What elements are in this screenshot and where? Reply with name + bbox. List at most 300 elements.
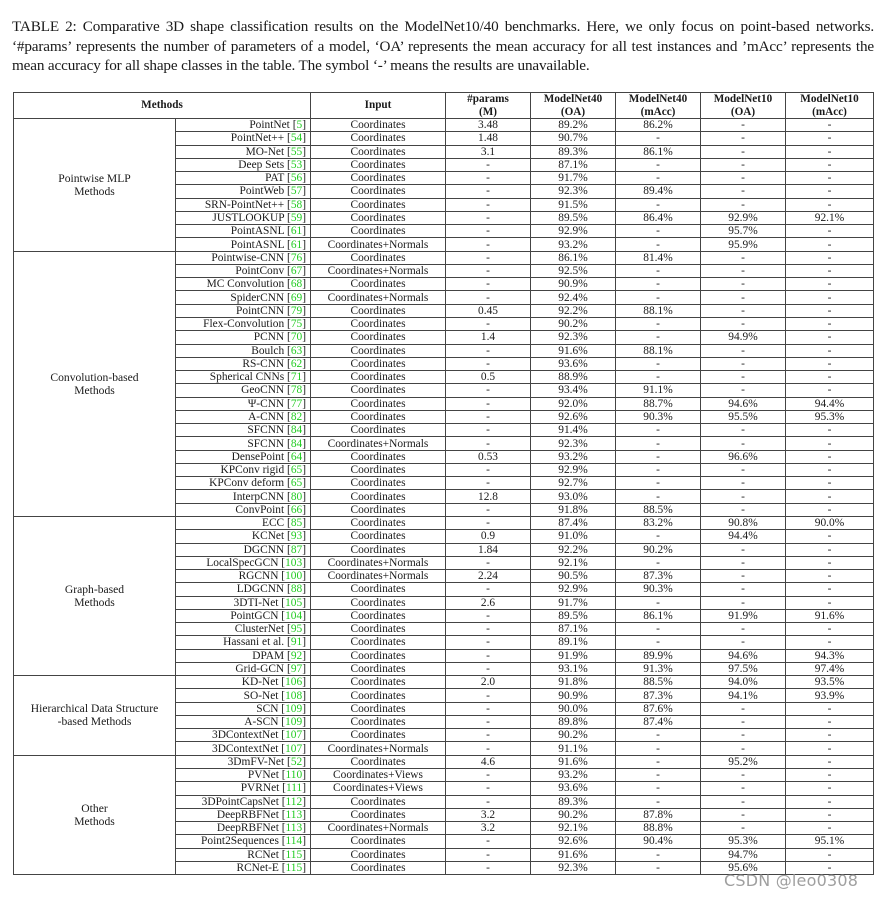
citation-link[interactable]: 87 bbox=[290, 543, 303, 556]
group-label: Convolution-based Methods bbox=[14, 251, 176, 516]
citation-link[interactable]: 53 bbox=[290, 158, 303, 171]
method-name-cell: PointWeb [57] bbox=[176, 185, 311, 198]
method-name-cell: Boulch [63] bbox=[176, 344, 311, 357]
method-name: DPAM bbox=[252, 649, 285, 662]
cell-mn10-macc: - bbox=[786, 596, 874, 609]
citation-link[interactable]: 111 bbox=[285, 782, 303, 795]
cell-mn40-oa: 92.3% bbox=[531, 185, 616, 198]
cell-input: Coordinates bbox=[311, 583, 446, 596]
cell-mn10-macc: - bbox=[786, 251, 874, 264]
cell-mn40-oa: 89.5% bbox=[531, 609, 616, 622]
cell-input: Coordinates bbox=[311, 848, 446, 861]
method-name: Point2Sequences bbox=[201, 835, 279, 848]
cell-mn10-macc: - bbox=[786, 145, 874, 158]
method-name-cell: LocalSpecGCN [103] bbox=[176, 556, 311, 569]
cell-input: Coordinates bbox=[311, 132, 446, 145]
cell-mn10-macc: - bbox=[786, 437, 874, 450]
method-name-cell: PointGCN [104] bbox=[176, 609, 311, 622]
cell-mn40-oa: 92.3% bbox=[531, 331, 616, 344]
method-name: DGCNN bbox=[243, 543, 285, 556]
cell-mn40-macc: - bbox=[616, 238, 701, 251]
cell-params: - bbox=[446, 264, 531, 277]
cell-mn40-oa: 87.1% bbox=[531, 623, 616, 636]
cell-params: - bbox=[446, 397, 531, 410]
cell-params: - bbox=[446, 742, 531, 755]
cell-input: Coordinates bbox=[311, 662, 446, 675]
citation-link[interactable]: 88 bbox=[290, 583, 303, 596]
cell-mn10-oa: - bbox=[701, 264, 786, 277]
method-name: Deep Sets bbox=[238, 158, 285, 171]
cell-mn10-oa: - bbox=[701, 304, 786, 317]
method-name: 3DPointCapsNet bbox=[201, 795, 279, 808]
cell-mn10-macc: - bbox=[786, 715, 874, 728]
cell-mn10-oa: 94.1% bbox=[701, 689, 786, 702]
cell-mn40-macc: - bbox=[616, 331, 701, 344]
citation-link[interactable]: 58 bbox=[290, 198, 303, 211]
method-name-cell: SCN [109] bbox=[176, 702, 311, 715]
cell-input: Coordinates bbox=[311, 185, 446, 198]
cell-input: Coordinates bbox=[311, 344, 446, 357]
citation-link[interactable]: 54 bbox=[290, 132, 303, 145]
citation-link[interactable]: 107 bbox=[285, 729, 303, 742]
cell-input: Coordinates bbox=[311, 649, 446, 662]
cell-mn40-macc: - bbox=[616, 317, 701, 330]
method-name: PointNet++ bbox=[230, 132, 285, 145]
citation-link[interactable]: 79 bbox=[290, 304, 303, 317]
method-name: 3DContextNet bbox=[212, 729, 279, 742]
group-label: Pointwise MLP Methods bbox=[14, 119, 176, 252]
citation-link[interactable]: 67 bbox=[290, 265, 303, 278]
cell-input: Coordinates bbox=[311, 861, 446, 874]
cell-params: - bbox=[446, 424, 531, 437]
cell-input: Coordinates+Normals bbox=[311, 264, 446, 277]
cell-mn10-macc: - bbox=[786, 556, 874, 569]
cell-mn40-oa: 89.2% bbox=[531, 119, 616, 132]
cell-mn10-macc: - bbox=[786, 185, 874, 198]
citation-link[interactable]: 82 bbox=[290, 410, 303, 423]
cell-mn10-oa: - bbox=[701, 185, 786, 198]
citation-link[interactable]: 80 bbox=[290, 490, 303, 503]
group-label: Other Methods bbox=[14, 755, 176, 874]
cell-mn40-oa: 92.9% bbox=[531, 463, 616, 476]
citation-link[interactable]: 56 bbox=[290, 172, 303, 185]
cell-mn10-oa: 95.6% bbox=[701, 861, 786, 874]
cell-input: Coordinates+Normals bbox=[311, 570, 446, 583]
method-name-cell: SFCNN [84] bbox=[176, 437, 311, 450]
citation-link[interactable]: 97 bbox=[290, 663, 303, 676]
citation-link[interactable]: 105 bbox=[285, 596, 303, 609]
cell-params: - bbox=[446, 185, 531, 198]
cell-input: Coordinates bbox=[311, 530, 446, 543]
cell-params: - bbox=[446, 158, 531, 171]
citation-link[interactable]: 55 bbox=[290, 145, 303, 158]
cell-params: - bbox=[446, 211, 531, 224]
method-name-cell: Pointwise-CNN [76] bbox=[176, 251, 311, 264]
citation-link[interactable]: 109 bbox=[285, 702, 303, 715]
cell-input: Coordinates bbox=[311, 755, 446, 768]
cell-input: Coordinates bbox=[311, 424, 446, 437]
cell-input: Coordinates bbox=[311, 596, 446, 609]
cell-mn40-oa: 91.8% bbox=[531, 503, 616, 516]
cell-mn40-macc: - bbox=[616, 769, 701, 782]
cell-params: 2.6 bbox=[446, 596, 531, 609]
cell-input: Coordinates bbox=[311, 450, 446, 463]
cell-params: - bbox=[446, 503, 531, 516]
method-name-cell: RGCNN [100] bbox=[176, 570, 311, 583]
method-name-cell: Spherical CNNs [71] bbox=[176, 371, 311, 384]
citation-link[interactable]: 65 bbox=[290, 477, 303, 490]
cell-mn40-macc: 87.3% bbox=[616, 570, 701, 583]
citation-link[interactable]: 69 bbox=[290, 291, 303, 304]
cell-mn10-oa: - bbox=[701, 251, 786, 264]
citation-link[interactable]: 115 bbox=[285, 862, 303, 874]
cell-mn10-macc: - bbox=[786, 238, 874, 251]
citation-link[interactable]: 61 bbox=[290, 238, 303, 251]
method-name-cell: LDGCNN [88] bbox=[176, 583, 311, 596]
cell-mn40-macc: - bbox=[616, 848, 701, 861]
method-name-cell: KD-Net [106] bbox=[176, 676, 311, 689]
cell-mn40-oa: 92.1% bbox=[531, 556, 616, 569]
cell-mn10-oa: - bbox=[701, 503, 786, 516]
cell-mn10-oa: - bbox=[701, 570, 786, 583]
method-name-cell: PVRNet [111] bbox=[176, 782, 311, 795]
cell-mn10-macc: - bbox=[786, 158, 874, 171]
method-name-cell: Flex-Convolution [75] bbox=[176, 317, 311, 330]
citation-link[interactable]: 100 bbox=[285, 570, 303, 583]
cell-mn40-oa: 90.2% bbox=[531, 729, 616, 742]
cell-params: 0.53 bbox=[446, 450, 531, 463]
cell-params: - bbox=[446, 251, 531, 264]
citation-link[interactable]: 113 bbox=[285, 808, 303, 821]
method-name: PointASNL bbox=[230, 238, 285, 251]
cell-mn10-macc: - bbox=[786, 371, 874, 384]
cell-params: - bbox=[446, 291, 531, 304]
cell-mn10-oa: - bbox=[701, 623, 786, 636]
cell-input: Coordinates bbox=[311, 158, 446, 171]
cell-params: - bbox=[446, 344, 531, 357]
group-label: Hierarchical Data Structure -based Methods bbox=[14, 676, 176, 756]
cell-mn10-macc: - bbox=[786, 808, 874, 821]
citation-link[interactable]: 84 bbox=[290, 424, 303, 437]
header-mn10-oa: ModelNet10 (OA) bbox=[701, 93, 786, 119]
method-name-cell: A-CNN [82] bbox=[176, 410, 311, 423]
method-name: KCNet bbox=[251, 530, 285, 543]
cell-input: Coordinates bbox=[311, 211, 446, 224]
method-name: PointCNN bbox=[236, 304, 285, 317]
cell-mn40-oa: 93.2% bbox=[531, 769, 616, 782]
cell-mn10-macc: - bbox=[786, 530, 874, 543]
cell-input: Coordinates+Normals bbox=[311, 822, 446, 835]
cell-mn10-macc: - bbox=[786, 384, 874, 397]
citation-link[interactable]: 76 bbox=[290, 251, 303, 264]
cell-input: Coordinates bbox=[311, 317, 446, 330]
cell-mn40-macc: 90.4% bbox=[616, 835, 701, 848]
citation-link[interactable]: 59 bbox=[290, 211, 303, 224]
cell-input: Coordinates bbox=[311, 251, 446, 264]
citation-link[interactable]: 75 bbox=[290, 318, 303, 331]
citation-link[interactable]: 112 bbox=[285, 795, 303, 808]
method-name: 3DTI-Net bbox=[233, 596, 279, 609]
cell-mn10-oa: - bbox=[701, 145, 786, 158]
cell-mn10-macc: - bbox=[786, 861, 874, 874]
table-caption: TABLE 2: Comparative 3D shape classification results on the ModelNet10/40 benchmarks. Here, we only focus on point-based networks. ‘#params’ represents the number of parameters of a model, ‘OA’ represents the mean accuracy for all test instances and ’mAcc’ represents the mean accuracy for all shape classes in the table. The symbol ‘-’ means the results are unavailable. bbox=[12, 18, 874, 75]
cell-mn40-macc: 86.1% bbox=[616, 609, 701, 622]
method-name-cell: PCNN [70] bbox=[176, 331, 311, 344]
cell-mn10-oa: 95.2% bbox=[701, 755, 786, 768]
cell-mn40-macc: - bbox=[616, 172, 701, 185]
cell-mn10-oa: - bbox=[701, 808, 786, 821]
cell-input: Coordinates bbox=[311, 503, 446, 516]
cell-mn10-oa: - bbox=[701, 636, 786, 649]
cell-mn10-oa: - bbox=[701, 782, 786, 795]
header-params: #params (M) bbox=[446, 93, 531, 119]
cell-mn10-macc: - bbox=[786, 344, 874, 357]
cell-mn40-oa: 93.1% bbox=[531, 662, 616, 675]
cell-mn10-macc: - bbox=[786, 729, 874, 742]
cell-input: Coordinates bbox=[311, 729, 446, 742]
citation-link[interactable]: 78 bbox=[290, 384, 303, 397]
method-name-cell: DeepRBFNet [113] bbox=[176, 808, 311, 821]
citation-link[interactable]: 57 bbox=[290, 185, 303, 198]
cell-mn10-macc: - bbox=[786, 848, 874, 861]
citation-link[interactable]: 109 bbox=[285, 716, 303, 729]
cell-mn10-macc: - bbox=[786, 304, 874, 317]
cell-params: - bbox=[446, 623, 531, 636]
cell-mn10-macc: - bbox=[786, 583, 874, 596]
citation-link[interactable]: 114 bbox=[285, 835, 303, 848]
cell-params: - bbox=[446, 556, 531, 569]
cell-params: 0.9 bbox=[446, 530, 531, 543]
citation-link[interactable]: 84 bbox=[290, 437, 303, 450]
method-name: DeepRBFNet bbox=[216, 808, 279, 821]
method-name: PointASNL bbox=[230, 225, 285, 238]
cell-mn10-macc: - bbox=[786, 702, 874, 715]
method-name: MO-Net bbox=[245, 145, 285, 158]
cell-params: - bbox=[446, 636, 531, 649]
citation-link[interactable]: 103 bbox=[285, 556, 303, 569]
cell-mn10-macc: 92.1% bbox=[786, 211, 874, 224]
method-name-cell: RCNet-E [115] bbox=[176, 861, 311, 874]
cell-input: Coordinates+Normals bbox=[311, 437, 446, 450]
cell-mn10-oa: - bbox=[701, 278, 786, 291]
cell-params: - bbox=[446, 782, 531, 795]
cell-params: - bbox=[446, 702, 531, 715]
cell-mn10-macc: - bbox=[786, 795, 874, 808]
cell-mn40-macc: 88.5% bbox=[616, 676, 701, 689]
citation-link[interactable]: 95 bbox=[290, 623, 303, 636]
citation-link[interactable]: 68 bbox=[290, 278, 303, 291]
cell-mn40-oa: 92.9% bbox=[531, 583, 616, 596]
cell-params: 1.4 bbox=[446, 331, 531, 344]
method-name: KPConv deform bbox=[209, 477, 285, 490]
method-name-cell: Hassani et al. [91] bbox=[176, 636, 311, 649]
citation-link[interactable]: 63 bbox=[290, 344, 303, 357]
cell-input: Coordinates bbox=[311, 384, 446, 397]
method-name: PCNN bbox=[253, 331, 285, 344]
cell-params: - bbox=[446, 238, 531, 251]
cell-mn40-macc: 83.2% bbox=[616, 516, 701, 529]
cell-input: Coordinates+Normals bbox=[311, 238, 446, 251]
method-name: Grid-GCN bbox=[235, 663, 285, 676]
citation-link[interactable]: 106 bbox=[285, 676, 303, 689]
cell-mn10-oa: - bbox=[701, 543, 786, 556]
method-name-cell: DensePoint [64] bbox=[176, 450, 311, 463]
cell-mn40-oa: 92.2% bbox=[531, 543, 616, 556]
cell-mn40-oa: 86.1% bbox=[531, 251, 616, 264]
method-name-cell: 3DTI-Net [105] bbox=[176, 596, 311, 609]
method-name: Pointwise-CNN bbox=[211, 251, 285, 264]
cell-mn40-macc: 89.9% bbox=[616, 649, 701, 662]
cell-params: - bbox=[446, 463, 531, 476]
method-name-cell: PointConv [67] bbox=[176, 264, 311, 277]
cell-params: - bbox=[446, 715, 531, 728]
cell-params: - bbox=[446, 278, 531, 291]
cell-mn40-oa: 92.7% bbox=[531, 477, 616, 490]
cell-params: - bbox=[446, 649, 531, 662]
method-name-cell: SFCNN [84] bbox=[176, 424, 311, 437]
cell-mn10-oa: - bbox=[701, 317, 786, 330]
cell-input: Coordinates+Views bbox=[311, 782, 446, 795]
cell-mn40-macc: - bbox=[616, 424, 701, 437]
cell-mn40-macc: - bbox=[616, 556, 701, 569]
cell-mn40-macc: - bbox=[616, 477, 701, 490]
method-name-cell: KCNet [93] bbox=[176, 530, 311, 543]
cell-params: 1.48 bbox=[446, 132, 531, 145]
method-name: DensePoint bbox=[231, 450, 285, 463]
cell-mn40-macc: - bbox=[616, 278, 701, 291]
cell-mn40-oa: 91.9% bbox=[531, 649, 616, 662]
cell-mn10-macc: - bbox=[786, 463, 874, 476]
header-row bbox=[14, 93, 874, 119]
cell-params: - bbox=[446, 357, 531, 370]
method-name-cell: JUSTLOOKUP [59] bbox=[176, 211, 311, 224]
method-name: Ψ-CNN bbox=[247, 397, 285, 410]
cell-mn10-macc: 93.5% bbox=[786, 676, 874, 689]
method-name: ClusterNet bbox=[234, 623, 285, 636]
cell-mn10-oa: 94.6% bbox=[701, 649, 786, 662]
cell-mn40-macc: 87.3% bbox=[616, 689, 701, 702]
cell-mn10-oa: - bbox=[701, 172, 786, 185]
citation-link[interactable]: 5 bbox=[296, 119, 303, 132]
method-name: LocalSpecGCN bbox=[206, 556, 279, 569]
citation-link[interactable]: 52 bbox=[290, 755, 303, 768]
cell-params: - bbox=[446, 516, 531, 529]
cell-mn10-macc: - bbox=[786, 742, 874, 755]
cell-mn40-oa: 93.4% bbox=[531, 384, 616, 397]
cell-mn40-macc: 90.2% bbox=[616, 543, 701, 556]
cell-mn40-macc: - bbox=[616, 729, 701, 742]
cell-mn10-oa: - bbox=[701, 198, 786, 211]
method-name-cell: MC Convolution [68] bbox=[176, 278, 311, 291]
cell-mn40-oa: 91.7% bbox=[531, 172, 616, 185]
cell-mn10-macc: 93.9% bbox=[786, 689, 874, 702]
citation-link[interactable]: 108 bbox=[285, 689, 303, 702]
citation-link[interactable]: 77 bbox=[290, 397, 303, 410]
cell-mn10-macc: 94.3% bbox=[786, 649, 874, 662]
cell-mn40-macc: - bbox=[616, 636, 701, 649]
cell-input: Coordinates bbox=[311, 795, 446, 808]
cell-mn10-oa: - bbox=[701, 702, 786, 715]
cell-mn10-oa: 94.7% bbox=[701, 848, 786, 861]
cell-input: Coordinates bbox=[311, 397, 446, 410]
citation-link[interactable]: 64 bbox=[290, 450, 303, 463]
method-name: ConvPoint bbox=[235, 503, 285, 516]
header-mn40-oa: ModelNet40 (OA) bbox=[531, 93, 616, 119]
cell-mn40-macc: 90.3% bbox=[616, 410, 701, 423]
method-name-cell: ConvPoint [66] bbox=[176, 503, 311, 516]
method-name: A-SCN bbox=[244, 716, 279, 729]
table-row bbox=[14, 676, 874, 689]
citation-link[interactable]: 70 bbox=[290, 331, 303, 344]
citation-link[interactable]: 91 bbox=[290, 636, 303, 649]
method-name: PointWeb bbox=[239, 185, 285, 198]
cell-mn40-oa: 92.3% bbox=[531, 437, 616, 450]
method-name-cell: DPAM [92] bbox=[176, 649, 311, 662]
citation-link[interactable]: 115 bbox=[285, 848, 303, 861]
method-name-cell: Deep Sets [53] bbox=[176, 158, 311, 171]
cell-mn10-oa: - bbox=[701, 132, 786, 145]
citation-link[interactable]: 62 bbox=[290, 357, 303, 370]
cell-params: 3.2 bbox=[446, 822, 531, 835]
citation-link[interactable]: 71 bbox=[290, 371, 303, 384]
citation-link[interactable]: 110 bbox=[285, 769, 303, 782]
cell-mn10-macc: 95.3% bbox=[786, 410, 874, 423]
cell-mn10-macc: - bbox=[786, 822, 874, 835]
cell-mn40-oa: 91.6% bbox=[531, 755, 616, 768]
method-name: KD-Net bbox=[241, 676, 279, 689]
method-name-cell: MO-Net [55] bbox=[176, 145, 311, 158]
citation-link[interactable]: 93 bbox=[290, 530, 303, 543]
cell-params: - bbox=[446, 848, 531, 861]
cell-params: - bbox=[446, 795, 531, 808]
cell-mn40-macc: - bbox=[616, 861, 701, 874]
citation-link[interactable]: 113 bbox=[285, 822, 303, 835]
cell-input: Coordinates bbox=[311, 225, 446, 238]
method-name-cell: RS-CNN [62] bbox=[176, 357, 311, 370]
cell-mn10-oa: - bbox=[701, 795, 786, 808]
citation-link[interactable]: 92 bbox=[290, 649, 303, 662]
cell-mn10-oa: 95.9% bbox=[701, 238, 786, 251]
citation-link[interactable]: 66 bbox=[290, 503, 303, 516]
citation-link[interactable]: 107 bbox=[285, 742, 303, 755]
cell-input: Coordinates bbox=[311, 808, 446, 821]
method-name-cell: SO-Net [108] bbox=[176, 689, 311, 702]
cell-mn40-oa: 90.0% bbox=[531, 702, 616, 715]
method-name: PointConv bbox=[235, 265, 285, 278]
method-name: KPConv rigid bbox=[220, 464, 285, 477]
cell-mn40-macc: 88.7% bbox=[616, 397, 701, 410]
cell-mn10-oa: - bbox=[701, 463, 786, 476]
cell-mn40-macc: 87.4% bbox=[616, 715, 701, 728]
cell-mn10-macc: - bbox=[786, 769, 874, 782]
cell-mn10-macc: - bbox=[786, 623, 874, 636]
cell-input: Coordinates bbox=[311, 357, 446, 370]
cell-mn10-oa: - bbox=[701, 715, 786, 728]
cell-params: - bbox=[446, 583, 531, 596]
method-name-cell: PointASNL [61] bbox=[176, 238, 311, 251]
cell-mn10-oa: - bbox=[701, 490, 786, 503]
citation-link[interactable]: 61 bbox=[290, 225, 303, 238]
citation-link[interactable]: 65 bbox=[290, 464, 303, 477]
cell-params: - bbox=[446, 172, 531, 185]
method-name: PointGCN bbox=[230, 609, 279, 622]
citation-link[interactable]: 104 bbox=[285, 609, 303, 622]
citation-link[interactable]: 85 bbox=[290, 517, 303, 530]
method-name: 3DContextNet bbox=[212, 742, 279, 755]
method-name: PVRNet bbox=[240, 782, 280, 795]
cell-mn40-oa: 89.3% bbox=[531, 145, 616, 158]
cell-mn40-oa: 90.7% bbox=[531, 132, 616, 145]
